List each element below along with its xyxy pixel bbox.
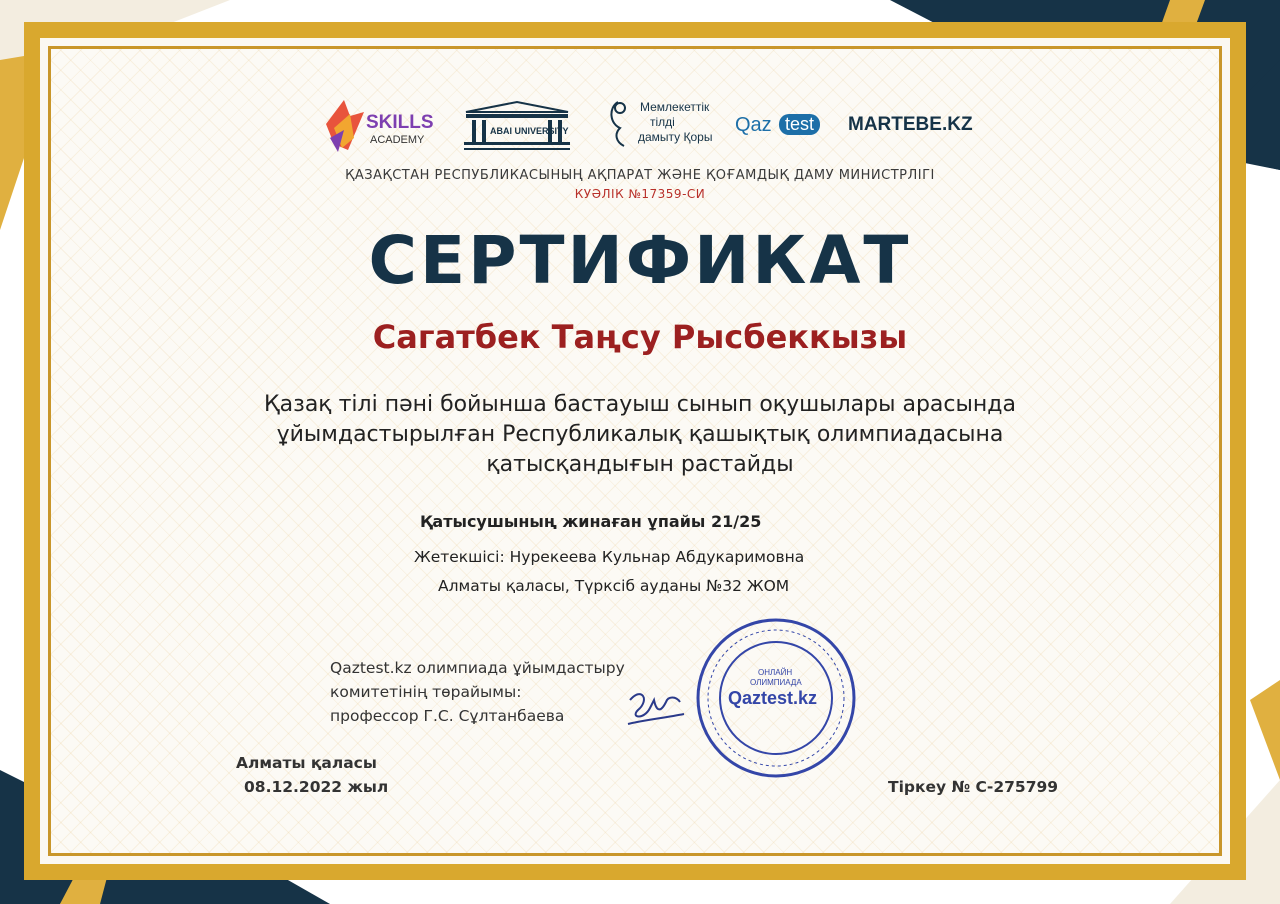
fund-label-3: дамыту Қоры xyxy=(638,130,713,144)
certificate-description xyxy=(0,390,1280,480)
qaztest-label-a: Qaz xyxy=(735,114,772,136)
logo-abai-university xyxy=(458,100,576,154)
skills-label: SKILLS xyxy=(366,112,434,133)
committee-chair xyxy=(330,656,625,728)
supervisor-name: Жетекшісі: Нурекеева Кульнар Абдукаримовна xyxy=(414,548,805,566)
school-name: Алматы қаласы, Түрксіб ауданы №32 ЖОМ xyxy=(438,577,790,595)
logo-language-fund xyxy=(604,98,724,154)
description-line-1: Қазақ тілі пәні бойынша бастауыш сынып оқушылары арасында xyxy=(264,392,1016,417)
academy-label: ACADEMY xyxy=(370,134,425,146)
quill-icon xyxy=(604,98,634,148)
committee-line-1: Qaztest.kz олимпиада ұйымдастыру xyxy=(330,659,625,677)
description-line-3: қатысқандығын растайды xyxy=(486,452,794,477)
committee-line-2: комитетінің төрайымы: xyxy=(330,683,522,701)
certificate-title: СЕРТИФИКАТ xyxy=(368,222,912,299)
logo-martebe: MARTEBE.KZ xyxy=(848,114,973,135)
stamp-brand-text: Qaztest.kz xyxy=(728,688,818,708)
fund-label-1: Мемлекеттік xyxy=(640,100,710,114)
stamp-top-text: ОНЛАЙН xyxy=(758,668,793,677)
description-line-2: ұйымдастырылған Республикалық қашықтық олимпиадасына xyxy=(276,422,1004,447)
skills-academy-icon xyxy=(320,94,368,154)
issue-date: 08.12.2022 жыл xyxy=(244,778,389,796)
stamp-mid-text: ОЛИМПИАДА xyxy=(750,678,802,687)
signature xyxy=(620,680,690,736)
fund-label-2: тілді xyxy=(650,115,675,129)
issue-city: Алматы қаласы xyxy=(236,754,377,772)
registration-number: Тіркеу № С-275799 xyxy=(888,778,1059,796)
organizer-stamp xyxy=(694,616,858,780)
logo-skills-academy xyxy=(320,94,440,154)
qaztest-label-b: test xyxy=(779,114,820,135)
committee-line-3: профессор Г.С. Сұлтанбаева xyxy=(330,707,565,725)
logo-qaztest xyxy=(735,112,835,142)
participant-score: Қатысушының жинаған ұпайы 21/25 xyxy=(420,512,762,531)
license-number: КУӘЛІК №17359-СИ xyxy=(574,187,706,201)
abai-label: ABAI UNIVERSITY xyxy=(490,126,569,136)
recipient-name: Сагатбек Таңсу Рысбеккызы xyxy=(372,318,908,356)
ministry-name: ҚАЗАҚСТАН РЕСПУБЛИКАСЫНЫҢ АҚПАРАТ ЖӘНЕ ҚОҒАМДЫҚ ДАМУ МИНИСТРЛІГІ xyxy=(345,168,935,183)
